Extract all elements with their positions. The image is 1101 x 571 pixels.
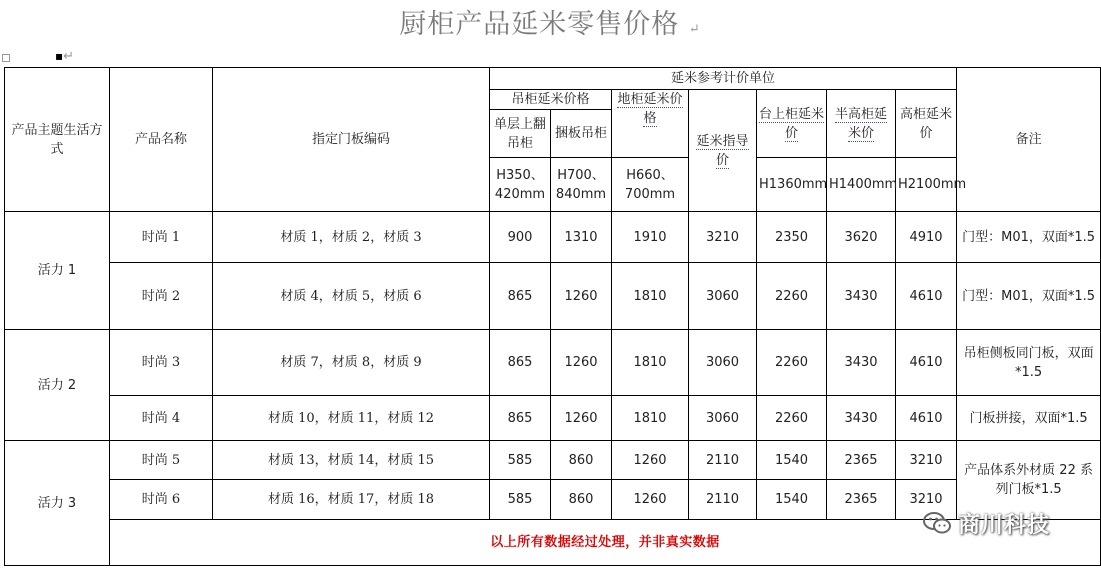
sub-wall-door: H700、840mm (551, 158, 612, 212)
product-name: 时尚 5 (110, 441, 213, 480)
price-wall-single: 585 (490, 480, 551, 520)
table-anchor-icon (2, 54, 10, 62)
price-wall-single: 865 (490, 396, 551, 441)
theme-group-2: 活力 2 (5, 330, 110, 441)
table-row (5, 330, 1101, 396)
table-row (5, 480, 1101, 520)
table-row (5, 441, 1101, 480)
disclaimer-note: 以上所有数据经过处理，并非真实数据 (110, 520, 1101, 566)
price-half: 3620 (827, 212, 896, 263)
header-unit-group: 延米参考计价单位 (490, 68, 957, 90)
header-product-name: 产品名称 (110, 68, 213, 212)
table-row (5, 263, 1101, 330)
header-door-code: 指定门板编码 (213, 68, 490, 212)
price-counter: 2260 (757, 396, 827, 441)
price-half: 2365 (827, 480, 896, 520)
price-wall-door: 1260 (551, 263, 612, 330)
price-guide: 2110 (689, 480, 757, 520)
header-guide: 延米指导价 (689, 90, 757, 212)
row-note: 门板拼接，双面*1.5 (957, 396, 1101, 441)
price-counter: 2350 (757, 212, 827, 263)
door-codes: 材质 4，材质 5，材质 6 (213, 263, 490, 330)
watermark-text: 商川科技 (958, 512, 1051, 538)
price-base: 1810 (612, 396, 689, 441)
door-codes: 材质 13，材质 14，材质 15 (213, 441, 490, 480)
product-name: 时尚 2 (110, 263, 213, 330)
header-base: 地柜延米价格 (612, 90, 689, 158)
price-guide: 3060 (689, 263, 757, 330)
price-wall-door: 860 (551, 480, 612, 520)
price-base: 1810 (612, 263, 689, 330)
product-name: 时尚 6 (110, 480, 213, 520)
header-half: 半高柜延米价 (827, 90, 896, 158)
door-codes: 材质 1，材质 2，材质 3 (213, 212, 490, 263)
price-counter: 1540 (757, 441, 827, 480)
product-name: 时尚 4 (110, 396, 213, 441)
price-half: 3430 (827, 396, 896, 441)
price-tall: 4610 (896, 330, 957, 396)
table-row (5, 212, 1101, 263)
price-wall-door: 1310 (551, 212, 612, 263)
sub-half: H1400mm (827, 158, 896, 212)
price-guide: 3060 (689, 396, 757, 441)
price-wall-single: 865 (490, 330, 551, 396)
door-codes: 材质 16，材质 17，材质 18 (213, 480, 490, 520)
price-tall: 4610 (896, 396, 957, 441)
theme-group-3: 活力 3 (5, 441, 110, 566)
header-tall: 高柜延米价 (896, 90, 957, 158)
price-tall: 3210 (896, 441, 957, 480)
price-half: 3430 (827, 330, 896, 396)
price-guide: 2110 (689, 441, 757, 480)
price-wall-single: 585 (490, 441, 551, 480)
table-row (5, 396, 1101, 441)
row-note: 产品体系外材质 22 系列门板*1.5 (957, 441, 1101, 520)
price-guide: 3060 (689, 330, 757, 396)
door-codes: 材质 7，材质 8，材质 9 (213, 330, 490, 396)
price-counter: 1540 (757, 480, 827, 520)
header-wall-single: 单层上翻吊柜 (490, 110, 551, 158)
row-note: 吊柜侧板同门板，双面*1.5 (957, 330, 1101, 396)
price-base: 1810 (612, 330, 689, 396)
price-tall: 4910 (896, 212, 957, 263)
sub-base: H660、700mm (612, 158, 689, 212)
page-title: 厨柜产品延米零售价格 ↵ (399, 9, 701, 40)
price-wall-single: 900 (490, 212, 551, 263)
header-wall-group: 吊柜延米价格 (490, 90, 612, 110)
price-wall-door: 1260 (551, 396, 612, 441)
door-codes: 材质 10，材质 11，材质 12 (213, 396, 490, 441)
header-theme: 产品主题生活方式 (5, 68, 110, 212)
price-counter: 2260 (757, 330, 827, 396)
header-note: 备注 (957, 68, 1101, 212)
price-base: 1260 (612, 480, 689, 520)
price-guide: 3210 (689, 212, 757, 263)
product-name: 时尚 1 (110, 212, 213, 263)
theme-group-1: 活力 1 (5, 212, 110, 330)
price-half: 3430 (827, 263, 896, 330)
price-tall: 4610 (896, 263, 957, 330)
sub-wall-single: H350、420mm (490, 158, 551, 212)
price-table (4, 67, 1101, 566)
price-counter: 2260 (757, 263, 827, 330)
price-wall-door: 1260 (551, 330, 612, 396)
header-wall-door: 捆板吊柜 (551, 110, 612, 158)
price-tall: 3210 (896, 480, 957, 520)
price-base: 1910 (612, 212, 689, 263)
price-base: 1260 (612, 441, 689, 480)
row-note: 门型：M01，双面*1.5 (957, 263, 1101, 330)
product-name: 时尚 3 (110, 330, 213, 396)
sub-tall: H2100mm (896, 158, 957, 212)
row-note: 门型：M01，双面*1.5 (957, 212, 1101, 263)
price-wall-door: 860 (551, 441, 612, 480)
sub-counter: H1360mm (757, 158, 827, 212)
header-counter: 台上柜延米价 (757, 90, 827, 158)
price-wall-single: 865 (490, 263, 551, 330)
paragraph-bullet: ▪↵ (55, 49, 75, 64)
price-half: 2365 (827, 441, 896, 480)
